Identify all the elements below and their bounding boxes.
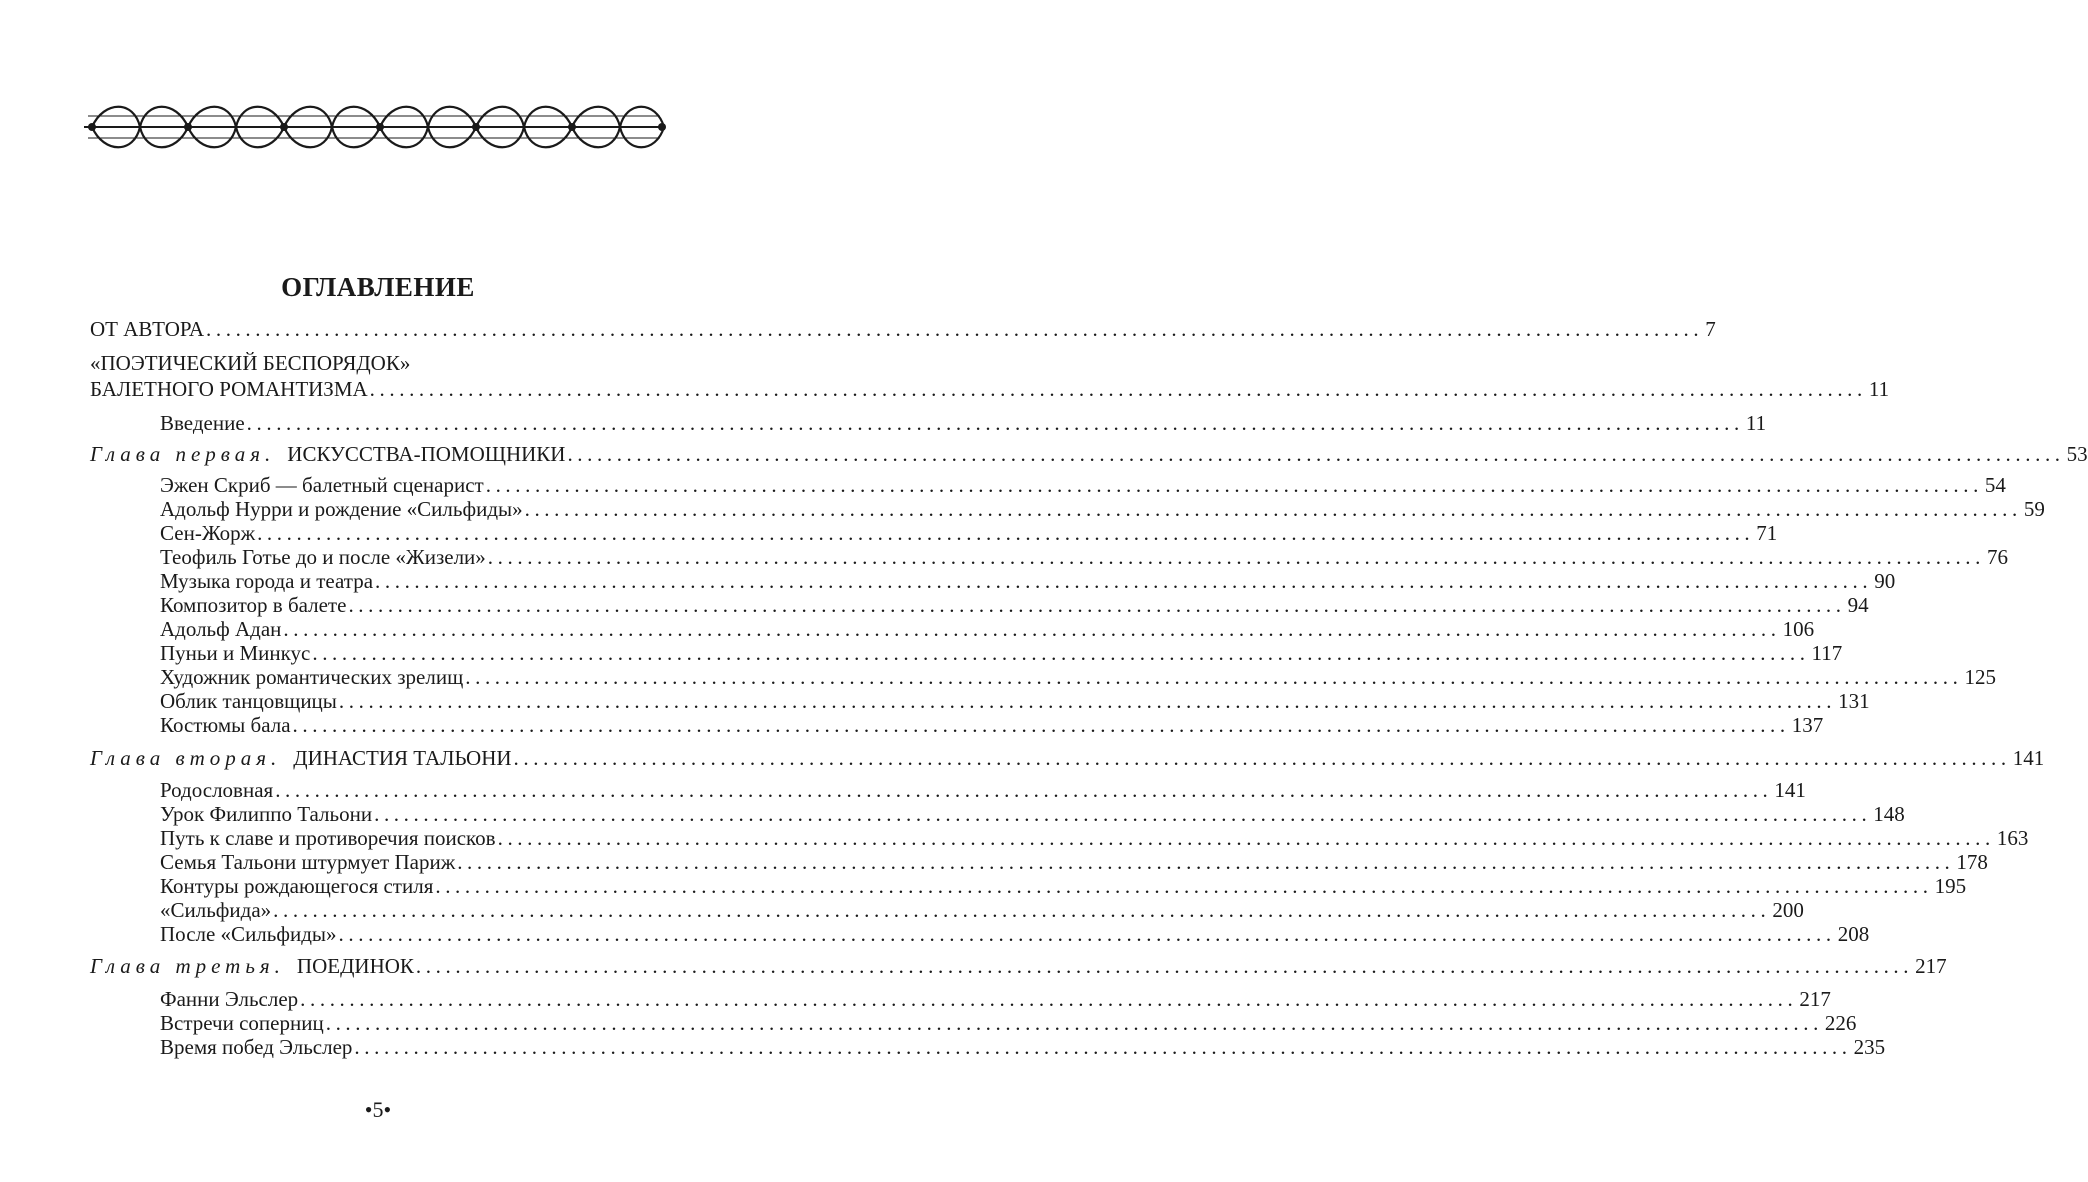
toc-entry-page: 7 [1705,317,1716,341]
toc-entry-label: Контуры рождающегося стиля [160,874,434,898]
toc-leader-dots: ........................................................................................................................................................ [415,954,1914,978]
toc-entry-page: 226 [1824,1011,1857,1035]
toc-entry-label: БАЛЕТНОГО РОМАНТИЗМА [90,377,368,401]
toc-entry [90,374,1890,402]
toc-leader-dots: ........................................................................................................................................................ [524,497,2022,521]
toc-entry-label: Адольф Нурри и рождение «Сильфиды» [160,497,523,521]
toc-leader-dots: ........................................................................................................................................................ [485,473,1983,497]
toc-entry-label: Композитор в балете [160,593,347,617]
toc-entry-label: ОТ АВТОРА [90,317,205,341]
toc-entry-page: 76 [1987,545,2008,569]
toc-leader-dots: ........................................................................................................................................................ [348,593,1846,617]
toc-leader-dots: ........................................................................................................................................................ [369,377,1867,401]
toc-leader-dots: ........................................................................................................................................................ [487,545,1985,569]
toc-entry-label: Время побед Эльслер [160,1035,353,1059]
toc-entry-page: 200 [1772,898,1804,922]
toc-leader-dots: ........................................................................................................................................................ [273,898,1771,922]
toc-entry [90,314,1716,342]
toc-entry-page: 141 [1774,778,1806,802]
toc-entry-label: ДИНАСТИЯ ТАЛЬОНИ [293,746,512,770]
toc-entry-label: После «Сильфиды» [160,922,337,946]
toc-entry-label: ПОЕДИНОК [296,954,414,978]
toc-entry-page: 131 [1838,689,1870,713]
toc-chapter-prefix: Глава вторая. [90,746,282,770]
toc-leader-dots: ........................................................................................................................................................ [465,665,1963,689]
toc-leader-dots: ........................................................................................................................................................ [375,569,1873,593]
toc-entry-label: Музыка города и театра [160,569,374,593]
toc-entry-label: Пуньи и Минкус [160,641,311,665]
toc-entry-page: 53 [2066,442,2088,466]
toc-entry-page: 178 [1956,850,1988,874]
toc-leader-dots: ........................................................................................................................................................ [497,826,1995,850]
toc-entry-label: Встречи соперниц [160,1011,324,1035]
toc-leader-dots: ........................................................................................................................................................ [325,1011,1823,1035]
toc-entry-page: 163 [1996,826,2029,850]
toc-entry-page: 117 [1811,641,1843,665]
toc-entry-label: Теофиль Готье до и после «Жизели» [160,545,486,569]
toc-entry-page: 59 [2023,497,2045,521]
toc-entry-page: 71 [1756,521,1778,545]
toc-leader-dots: ........................................................................................................................................................ [338,922,1836,946]
toc-entry-page: 141 [2012,746,2045,770]
toc-entry-page: 195 [1934,874,1967,898]
toc-entry-label: Художник романтических зрелищ [160,665,464,689]
toc-entry-label: Эжен Скриб — балетный сценарист [160,473,484,497]
toc-entry-label: Введение [160,411,245,435]
toc-entry-page: 90 [1874,569,1896,593]
toc-entry-page: 217 [1915,954,1947,978]
toc-entry-label: ИСКУССТВА-ПОМОЩНИКИ [287,442,566,466]
toc-entry [160,919,1870,947]
toc-entry-page: 148 [1873,802,1905,826]
toc-leader-dots: ........................................................................................................................................................ [354,1035,1852,1059]
page-number: •5• [364,1097,392,1122]
toc-entry-page: 125 [1964,665,1996,689]
toc-leader-dots: ........................................................................................................................................................ [283,617,1781,641]
toc-entry-page: 106 [1782,617,1815,641]
toc-leader-dots: ........................................................................................................................................................ [374,802,1872,826]
toc-leader-dots: ........................................................................................................................................................ [312,641,1810,665]
toc-chapter-prefix: Глава первая. [90,442,276,466]
toc-leader-dots: ........................................................................................................................................................ [435,874,1933,898]
toc-entry-label: Фанни Эльслер [160,987,299,1011]
toc-entry-label: Адольф Адан [160,617,282,641]
toc-entry [160,408,1767,436]
toc-leader-dots: ........................................................................................................................................................ [275,778,1773,802]
toc-entry-page: 235 [1853,1035,1886,1059]
toc-leader-dots: ........................................................................................................................................................ [300,987,1798,1011]
ornamental-border [82,96,666,158]
toc-leader-dots: ........................................................................................................................................................ [513,746,2011,770]
toc-entry-label: Облик танцовщицы [160,689,337,713]
toc-leader-dots: ........................................................................................................................................................ [292,713,1790,737]
toc-chapter-entry [90,951,1947,979]
toc-entry-label: Костюмы бала [160,713,291,737]
toc-chapter-entry [90,743,2045,771]
toc-entry-label: Родословная [160,778,274,802]
toc-leader-dots: ........................................................................................................................................................ [257,521,1755,545]
toc-entry-page: 137 [1791,713,1824,737]
toc-entry-label: «Сильфида» [160,898,272,922]
toc-entry-label: Семья Тальони штурмует Париж [160,850,456,874]
toc-entry-page: 11 [1745,411,1767,435]
toc-leader-dots: ........................................................................................................................................................ [206,317,1704,341]
toc-chapter-prefix: Глава третья. [90,954,285,978]
toc-entry-page: 94 [1847,593,1869,617]
toc-leader-dots: ........................................................................................................................................................ [567,442,2065,466]
toc-entry [160,710,1824,738]
toc-entry-label: Урок Филиппо Тальони [160,802,373,826]
toc-entry-page: 11 [1868,377,1890,401]
toc-entry-label: Сен-Жорж [160,521,256,545]
toc-chapter-entry [90,439,2088,467]
toc-leader-dots: ........................................................................................................................................................ [246,411,1744,435]
toc-entry-label: Путь к славе и противоречия поисков [160,826,496,850]
page-title: ОГЛАВЛЕНИЕ [281,272,475,302]
toc-leader-dots: ........................................................................................................................................................ [457,850,1955,874]
toc-entry-label-line1: «ПОЭТИЧЕСКИЙ БЕСПОРЯДОК» [90,351,411,375]
toc-entry-page: 217 [1799,987,1831,1011]
toc-entry [160,1032,1886,1060]
toc-leader-dots: ........................................................................................................................................................ [338,689,1837,713]
toc-entry-page: 54 [1984,473,2006,497]
toc-entry-page: 208 [1837,922,1870,946]
